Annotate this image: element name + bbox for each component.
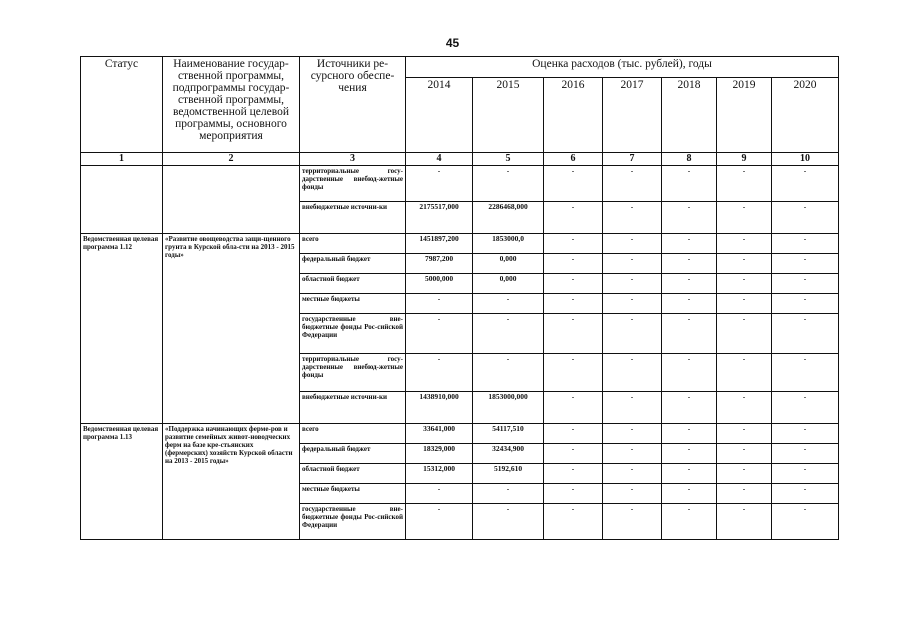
value-cell: - [544,314,603,354]
value-cell: - [603,254,662,274]
value-cell: - [544,464,603,484]
value-cell: - [662,166,717,202]
value-cell: 0,000 [473,254,544,274]
value-cell: - [717,484,772,504]
source-cell: государственные вне-бюджетные фонды Рос-сийской Федерации [300,314,406,354]
source-cell: областной бюджет [300,274,406,294]
source-cell: областной бюджет [300,464,406,484]
header-name: Наименование государ-ственной программы, подпрограммы государ-ственной программы, ведомственной целевой программы, основного мероприятия [163,57,300,153]
value-cell: - [603,444,662,464]
source-cell: всего [300,234,406,254]
value-cell: 33641,000 [406,424,473,444]
header-estimate: Оценка расходов (тыс. рублей), годы [406,57,839,78]
table-row [81,234,839,254]
value-cell: - [473,166,544,202]
header-status: Статус [81,57,163,153]
value-cell: - [544,254,603,274]
value-cell: - [717,464,772,484]
value-cell: - [603,294,662,314]
value-cell: - [603,392,662,424]
value-cell: 1451897,200 [406,234,473,254]
column-number: 5 [473,153,544,166]
source-cell: местные бюджеты [300,294,406,314]
value-cell: - [544,354,603,392]
value-cell: - [662,424,717,444]
value-cell: - [473,294,544,314]
value-cell: - [544,392,603,424]
program-name-cell: «Поддержка начинающих ферме-ров и развитие семейных живот-новодческих ферм на базе кре-стьянских (фермерских) хозяйств Курской области на 2013 - 2015 годы» [163,424,300,540]
value-cell: - [544,504,603,540]
value-cell: - [662,484,717,504]
program-name-cell: «Развитие овощеводства защи-щенного грунта в Курской обла-сти на 2013 - 2015 годы» [163,234,300,424]
value-cell: - [662,274,717,294]
header-year: 2016 [544,78,603,153]
header-year: 2018 [662,78,717,153]
header-year: 2017 [603,78,662,153]
value-cell: - [717,202,772,234]
value-cell: - [603,274,662,294]
value-cell: - [772,274,839,294]
value-cell: - [603,314,662,354]
value-cell: - [662,254,717,274]
program-name-cell [163,166,300,234]
value-cell: - [544,166,603,202]
value-cell: - [662,234,717,254]
value-cell: - [772,484,839,504]
value-cell: - [603,234,662,254]
column-number: 9 [717,153,772,166]
value-cell: 15312,000 [406,464,473,484]
table-row [81,166,839,202]
value-cell: - [473,314,544,354]
value-cell: - [662,314,717,354]
value-cell: - [772,202,839,234]
column-number: 2 [163,153,300,166]
value-cell: - [603,484,662,504]
column-number: 6 [544,153,603,166]
value-cell: - [603,202,662,234]
value-cell: - [717,294,772,314]
value-cell: - [717,254,772,274]
header-year: 2020 [772,78,839,153]
value-cell: - [662,444,717,464]
value-cell: - [406,314,473,354]
value-cell: - [603,464,662,484]
value-cell: 5192,610 [473,464,544,484]
value-cell: - [603,424,662,444]
value-cell: - [662,294,717,314]
value-cell: 2175517,000 [406,202,473,234]
value-cell: 1853000,0 [473,234,544,254]
value-cell: 1438910,000 [406,392,473,424]
value-cell: - [717,392,772,424]
value-cell: - [603,354,662,392]
value-cell: - [406,484,473,504]
value-cell: - [772,314,839,354]
value-cell: - [772,254,839,274]
status-cell: Ведомственная целевая программа 1.12 [81,234,163,424]
source-cell: внебюджетные источни-ки [300,392,406,424]
value-cell: - [662,202,717,234]
value-cell: - [717,314,772,354]
source-cell: федеральный бюджет [300,444,406,464]
value-cell: - [772,504,839,540]
value-cell: - [662,504,717,540]
column-number: 3 [300,153,406,166]
value-cell: - [717,424,772,444]
source-cell: внебюджетные источни-ки [300,202,406,234]
value-cell: - [717,274,772,294]
value-cell: - [544,424,603,444]
value-cell: - [544,484,603,504]
value-cell: - [772,444,839,464]
value-cell: - [717,354,772,392]
value-cell: - [406,354,473,392]
value-cell: - [603,166,662,202]
value-cell: - [544,202,603,234]
header-year: 2014 [406,78,473,153]
value-cell: - [717,166,772,202]
column-number: 8 [662,153,717,166]
column-number: 1 [81,153,163,166]
value-cell: - [544,234,603,254]
value-cell: - [662,464,717,484]
source-cell: всего [300,424,406,444]
source-cell: территориальные госу-дарственные внебюд-жетные фонды [300,354,406,392]
value-cell: 1853000,000 [473,392,544,424]
value-cell: - [603,504,662,540]
value-cell: - [473,504,544,540]
header-sources: Источники ре-сурсного обеспе-чения [300,57,406,153]
column-number: 7 [603,153,662,166]
value-cell: - [662,354,717,392]
value-cell: - [544,274,603,294]
value-cell: 7987,200 [406,254,473,274]
value-cell: - [717,444,772,464]
value-cell: - [772,424,839,444]
value-cell: - [662,392,717,424]
status-cell [81,166,163,234]
value-cell: - [717,504,772,540]
value-cell: 54117,510 [473,424,544,444]
header-year: 2019 [717,78,772,153]
source-cell: территориальные госу-дарственные внебюд-жетные фонды [300,166,406,202]
value-cell: - [544,444,603,464]
column-number: 4 [406,153,473,166]
value-cell: - [772,354,839,392]
source-cell: федеральный бюджет [300,254,406,274]
value-cell: 0,000 [473,274,544,294]
source-cell: государственные вне-бюджетные фонды Рос-сийской Федерации [300,504,406,540]
value-cell: - [406,166,473,202]
value-cell: - [406,504,473,540]
status-cell: Ведомственная целевая программа 1.13 [81,424,163,540]
table-row [81,424,839,444]
value-cell: - [772,294,839,314]
value-cell: - [772,392,839,424]
value-cell: 2286468,000 [473,202,544,234]
value-cell: - [717,234,772,254]
value-cell: - [772,166,839,202]
value-cell: - [406,294,473,314]
value-cell: - [473,484,544,504]
header-year: 2015 [473,78,544,153]
value-cell: 18329,000 [406,444,473,464]
source-cell: местные бюджеты [300,484,406,504]
value-cell: - [473,354,544,392]
value-cell: - [544,294,603,314]
value-cell: - [772,464,839,484]
page-number: 45 [445,36,460,50]
value-cell: 5000,000 [406,274,473,294]
column-number: 10 [772,153,839,166]
value-cell: - [772,234,839,254]
value-cell: 32434,900 [473,444,544,464]
budget-table [80,56,839,540]
